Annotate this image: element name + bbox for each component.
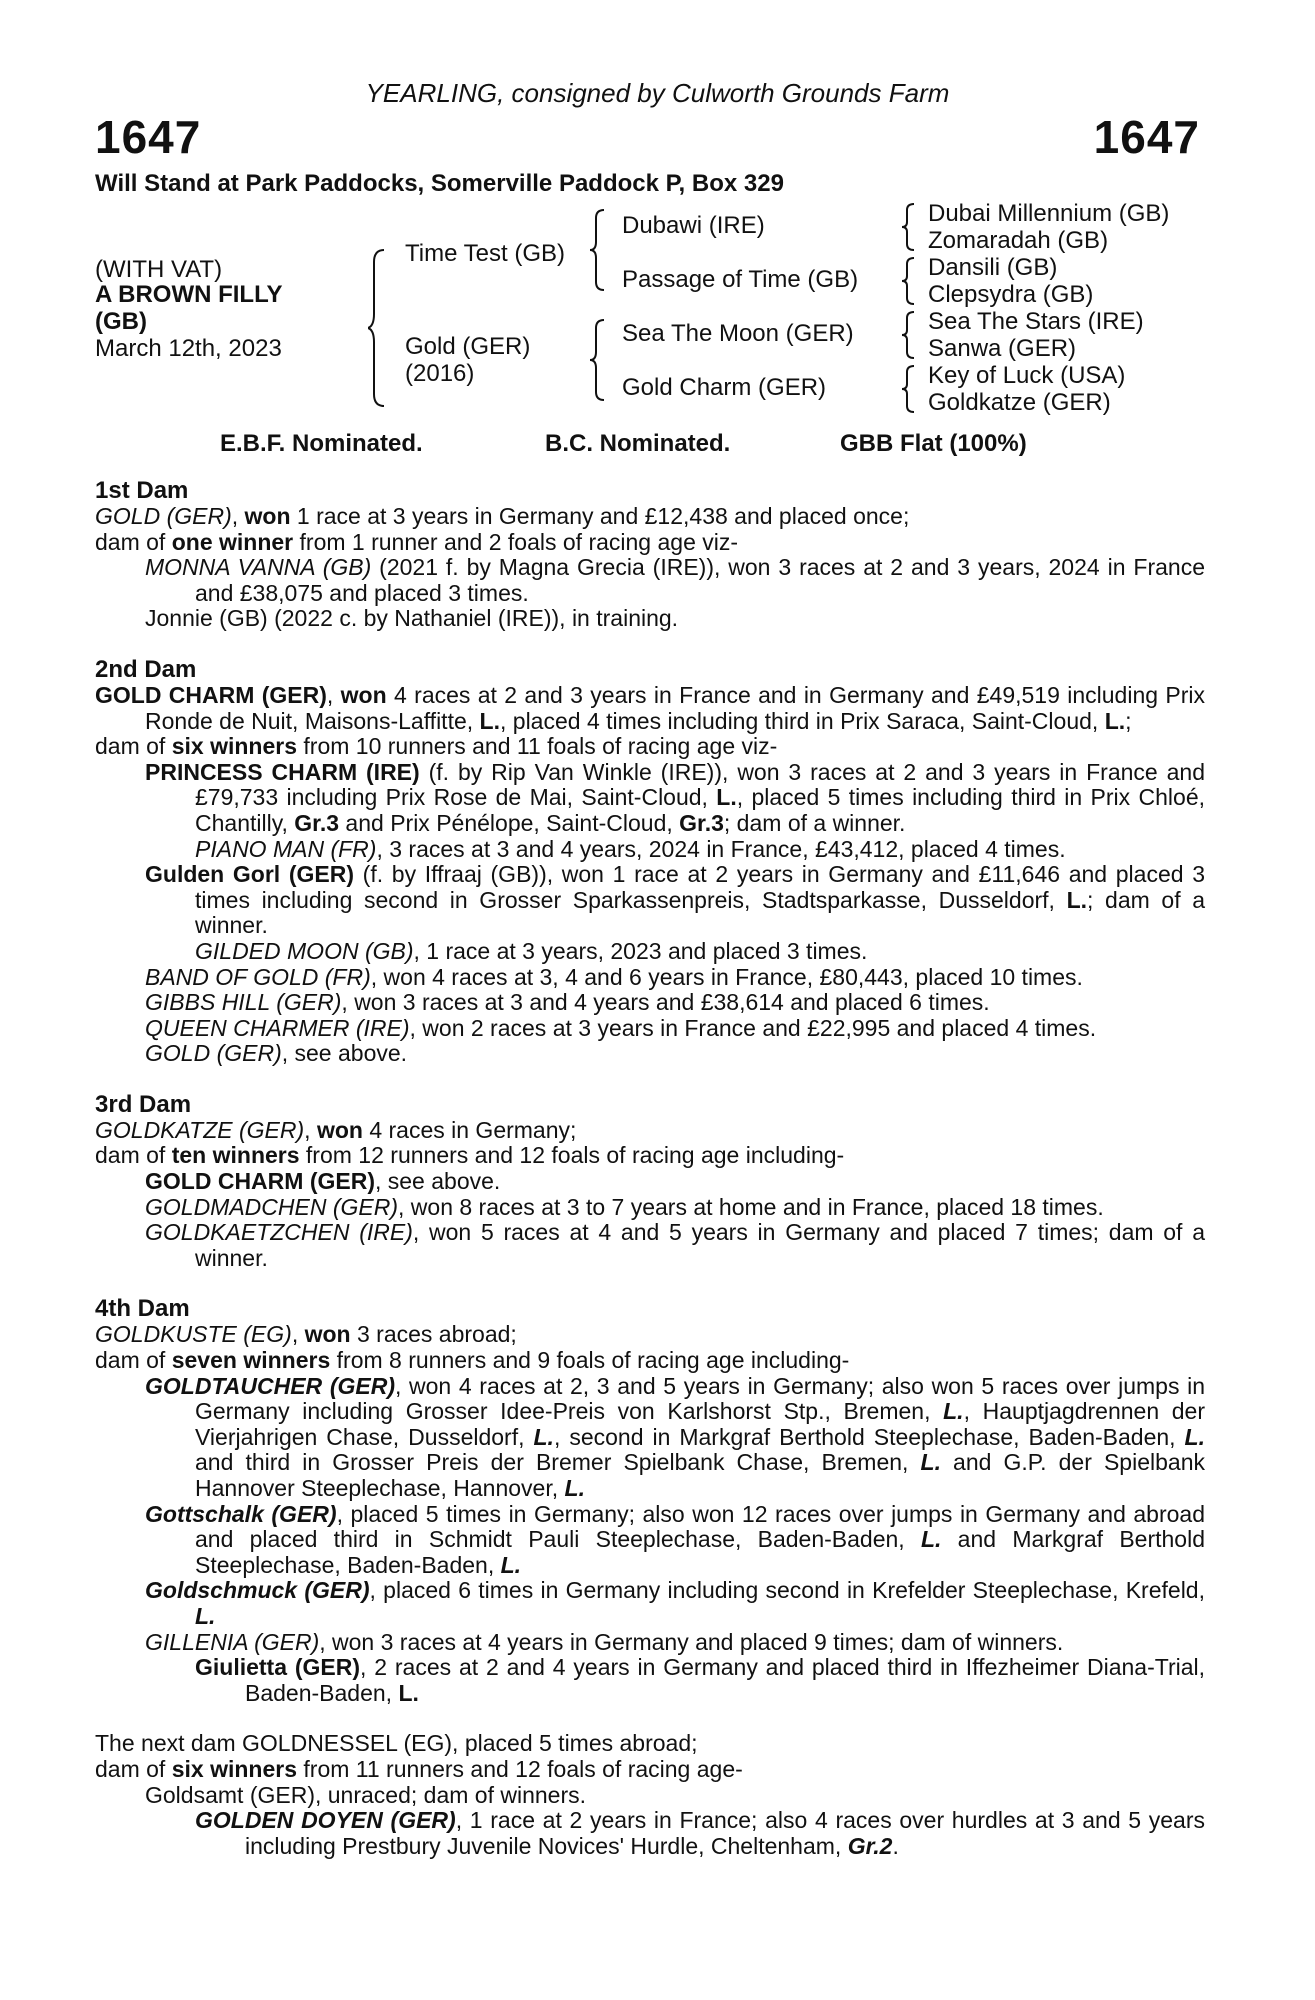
produce-entry: Giulietta (GER), 2 races at 2 and 4 years in Germany and placed third in Iffezheimer Diana-Trial, Baden-Baden, L. <box>195 1654 1206 1706</box>
foaling-date: March 12th, 2023 <box>95 335 282 362</box>
horse-name: A BROWN FILLY <box>95 281 283 308</box>
ancestor-g5: Sea The Stars (IRE) <box>928 308 1144 335</box>
bc-nomination: B.C. Nominated. <box>545 430 731 457</box>
sire-sire-name: Dubawi (IRE) <box>622 212 765 239</box>
sire-dam-name: Passage of Time (GB) <box>622 266 859 293</box>
pedigree-brace-g34 <box>902 256 916 306</box>
pedigree-brace-g56 <box>902 310 916 360</box>
produce-entry: GOLD CHARM (GER), see above. <box>145 1168 501 1195</box>
dam-line: GOLDKUSTE (EG), won 3 races abroad; <box>95 1321 517 1348</box>
pedigree-notes <box>95 478 1205 1859</box>
ancestor-g4: Clepsydra (GB) <box>928 281 1094 308</box>
produce-entry: Goldschmuck (GER), placed 6 times in Germany including second in Krefelder Steeplechase, Krefeld, L. <box>145 1577 1205 1629</box>
ancestor-g7: Key of Luck (USA) <box>928 362 1126 389</box>
next-dam-section <box>95 1731 1205 1859</box>
pedigree-brace-sire <box>590 208 606 292</box>
produce-entry: GILDED MOON (GB), 1 race at 3 years, 2023 and placed 3 times. <box>195 937 868 964</box>
produce-entry: GOLDEN DOYEN (GER), 1 race at 2 years in France; also 4 races over hurdles at 3 and 5 years including Prestbury Juvenile Novices' Hurdle, Cheltenham, Gr.2. <box>195 1807 1205 1859</box>
pedigree-brace-dam <box>590 318 606 402</box>
vat-note: (WITH VAT) <box>95 256 223 283</box>
dam-line: GOLDKATZE (GER), won 4 races in Germany; <box>95 1116 577 1143</box>
produce-entry: GOLDKAETZCHEN (IRE), won 5 races at 4 and 5 years in Germany and placed 7 times; dam of a winner. <box>145 1219 1205 1271</box>
produce-summary: dam of six winners from 11 runners and 12 foals of racing age- <box>95 1755 743 1782</box>
fourth-dam-section <box>95 1296 1205 1706</box>
produce-entry: MONNA VANNA (GB) (2021 f. by Magna Grecia (IRE)), won 3 races at 2 and 3 years, 2024 in France and £38,075 and placed 3 times. <box>145 554 1205 606</box>
dam-line: The next dam GOLDNESSEL (EG), placed 5 times abroad; <box>95 1730 698 1757</box>
ancestor-g6: Sanwa (GER) <box>928 335 1077 362</box>
horse-country: (GB) <box>95 308 147 335</box>
section-title: 2nd Dam <box>95 655 197 683</box>
dam-line: GOLD (GER), won 1 race at 3 years in Germany and £12,438 and placed once; <box>95 503 910 529</box>
dam-dam-name: Gold Charm (GER) <box>622 374 827 401</box>
pedigree-brace-g78 <box>902 364 916 414</box>
produce-entry: GOLDTAUCHER (GER), won 4 races at 2, 3 and 5 years in Germany; also won 5 races over jumps in Germany including Grosser Idee-Preis von Karlshorst Stp., Bremen, L., Hauptjagdrennen der Vierjahrigen Chase, Dusseldorf, L., second in Markgraf Berthold Steeplechase, Baden-Baden, L. and third in Grosser Preis der Bremer Spielbank Chase, Bremen, L. and G.P. der Spielbank Hannover Steeplechase, Hannover, L. <box>145 1372 1206 1501</box>
produce-entry: PIANO MAN (FR), 3 races at 3 and 4 years, 2024 in France, £43,412, placed 4 times. <box>195 835 1066 862</box>
sire-name: Time Test (GB) <box>405 240 566 267</box>
ancestor-g8: Goldkatze (GER) <box>928 389 1111 416</box>
lot-number-right: 1647 <box>1093 111 1200 163</box>
produce-summary: dam of seven winners from 8 runners and 9 foals of racing age including- <box>95 1347 850 1374</box>
produce-entry: GOLD (GER), see above. <box>145 1040 408 1067</box>
first-dam-section <box>95 478 1205 632</box>
produce-entry: Gulden Gorl (GER) (f. by Iffraaj (GB)), won 1 race at 2 years in Germany and £11,646 and placed 3 times including second in Grosser Sparkassenpreis, Stadtsparkasse, Dusseldorf, L.; dam of a winner. <box>145 861 1205 939</box>
produce-entry: GOLDMADCHEN (GER), won 8 races at 3 to 7 years at home and in France, placed 18 times. <box>145 1193 1104 1220</box>
produce-summary: dam of ten winners from 12 runners and 12 foals of racing age including- <box>95 1142 845 1169</box>
stand-location: Will Stand at Park Paddocks, Somerville Paddock P, Box 329 <box>95 170 784 197</box>
section-title: 4th Dam <box>95 1295 190 1323</box>
produce-entry: PRINCESS CHARM (IRE) (f. by Rip Van Winkle (IRE)), won 3 races at 2 and 3 years in France and £79,733 including Prix Rose de Mai, Saint-Cloud, L., placed 5 times including third in Prix Chloé, Chantilly, Gr.3 and Prix Pénélope, Saint-Cloud, Gr.3; dam of a winner. <box>145 758 1205 836</box>
dam-name: Gold (GER) <box>405 333 531 360</box>
section-title: 3rd Dam <box>95 1090 192 1118</box>
produce-entry: GIBBS HILL (GER), won 3 races at 3 and 4 years and £38,614 and placed 6 times. <box>145 989 990 1016</box>
section-title: 1st Dam <box>95 477 189 504</box>
produce-entry: GILLENIA (GER), won 3 races at 4 years in Germany and placed 9 times; dam of winners. <box>145 1628 1064 1655</box>
dam-line: GOLD CHARM (GER), won 4 races at 2 and 3 years in France and in Germany and £49,519 including Prix Ronde de Nuit, Maisons-Laffitte, L., placed 4 times including third in Prix Saraca, Saint-Cloud, L.; <box>95 681 1205 734</box>
ancestor-g2: Zomaradah (GB) <box>928 227 1109 254</box>
third-dam-section <box>95 1092 1205 1272</box>
pedigree-brace-main <box>368 248 388 408</box>
pedigree-brace-g12 <box>902 202 916 252</box>
ebf-nomination: E.B.F. Nominated. <box>220 430 423 457</box>
ancestor-g1: Dubai Millennium (GB) <box>928 200 1170 227</box>
produce-entry: Jonnie (GB) (2022 c. by Nathaniel (IRE)), in training. <box>145 605 679 632</box>
dam-sire-name: Sea The Moon (GER) <box>622 320 854 347</box>
produce-entry: Gottschalk (GER), placed 5 times in Germany; also won 12 races over jumps in Germany and abroad and placed third in Schmidt Pauli Steeplechase, Baden-Baden, L. and Markgraf Berthold Steeplechase, Baden-Baden, L. <box>145 1500 1205 1578</box>
ancestor-g3: Dansili (GB) <box>928 254 1058 281</box>
consignor-subtitle: YEARLING, consigned by Culworth Grounds Farm <box>365 78 950 108</box>
produce-entry: BAND OF GOLD (FR), won 4 races at 3, 4 and 6 years in France, £80,443, placed 10 times. <box>145 963 1083 990</box>
produce-summary: dam of six winners from 10 runners and 11 foals of racing age viz- <box>95 733 778 760</box>
produce-entry: Goldsamt (GER), unraced; dam of winners. <box>145 1781 586 1808</box>
lot-number-left: 1647 <box>95 111 202 163</box>
gbb-status: GBB Flat (100%) <box>840 430 1027 457</box>
produce-summary: dam of one winner from 1 runner and 2 foals of racing age viz- <box>95 528 739 555</box>
produce-entry: QUEEN CHARMER (IRE), won 2 races at 3 years in France and £22,995 and placed 4 times. <box>145 1014 1097 1041</box>
dam-year: (2016) <box>405 360 475 387</box>
second-dam-section <box>95 657 1205 1067</box>
